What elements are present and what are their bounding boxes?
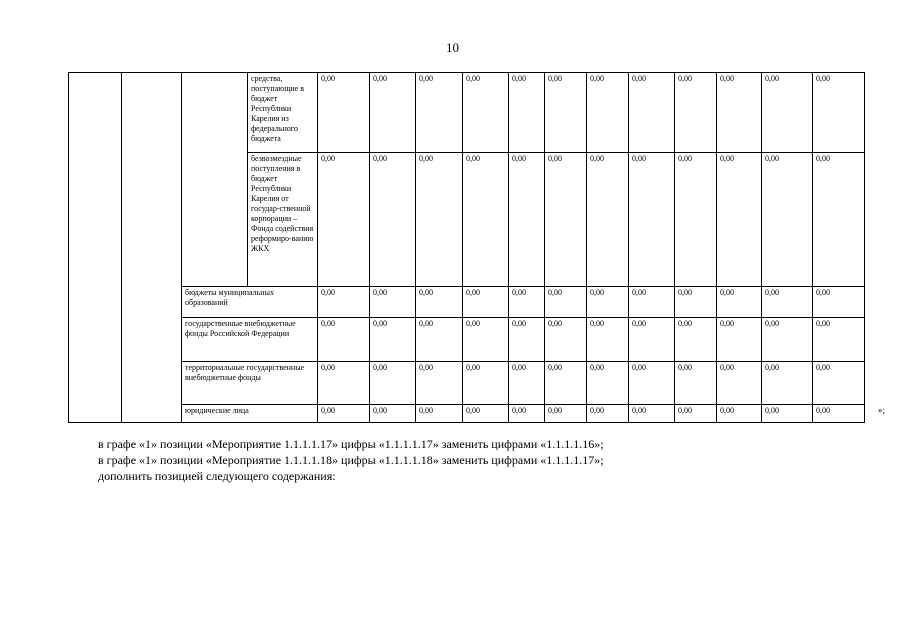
value-cell: 0,00: [629, 287, 675, 318]
value-cell: 0,00: [762, 153, 813, 287]
cell-col2: [122, 73, 182, 423]
value-cell: 0,00: [509, 287, 545, 318]
value-cell: 0,00: [416, 405, 463, 423]
value-cell: 0,00: [587, 362, 629, 405]
value-cell: 0,00: [370, 287, 416, 318]
value-cell: 0,00: [463, 362, 509, 405]
value-cell: 0,00: [675, 287, 717, 318]
value-cell: 0,00: [509, 153, 545, 287]
table-body: [69, 73, 865, 423]
value-cell: 0,00: [370, 153, 416, 287]
value-cell: 0,00: [675, 318, 717, 362]
value-cell: 0,00: [545, 362, 587, 405]
value-cell: 0,00: [587, 153, 629, 287]
table-row: [69, 318, 865, 362]
row-label: безвозмездные поступления в бюджет Республики Карелия от государ-ственной корпорации – Фонда содействия реформиро-ванию ЖКХ: [248, 153, 318, 287]
paragraph: в графе «1» позиции «Мероприятие 1.1.1.1.17» цифры «1.1.1.1.17» заменить цифрами «1.1.1.1.16»;: [98, 437, 604, 451]
value-cell: 0,00: [717, 405, 762, 423]
amendment-text: [98, 436, 888, 484]
value-cell: 0,00: [318, 362, 370, 405]
value-cell: 0,00: [370, 318, 416, 362]
value-cell: 0,00: [416, 287, 463, 318]
value-cell: 0,00: [587, 287, 629, 318]
value-cell: 0,00: [762, 405, 813, 423]
value-cell: 0,00: [629, 405, 675, 423]
value-cell: 0,00: [587, 318, 629, 362]
value-cell: 0,00: [762, 362, 813, 405]
value-cell: 0,00: [318, 318, 370, 362]
value-cell: 0,00: [370, 405, 416, 423]
row-label: юридические лица: [182, 405, 318, 423]
value-cell: 0,00: [509, 362, 545, 405]
closing-quote: »;: [878, 405, 886, 415]
paragraph: в графе «1» позиции «Мероприятие 1.1.1.1.18» цифры «1.1.1.1.18» заменить цифрами «1.1.1.1.17»;: [98, 453, 604, 467]
page-number: 10: [446, 40, 459, 55]
value-cell: 0,00: [629, 153, 675, 287]
value-cell: 0,00: [813, 153, 865, 287]
row-label: средства, поступающие в бюджет Республики Карелия из федерального бюджета: [248, 73, 318, 153]
table-row: [69, 287, 865, 318]
value-cell: 0,00: [318, 287, 370, 318]
value-cell: 0,00: [370, 362, 416, 405]
value-cell: 0,00: [675, 405, 717, 423]
budget-table: [68, 72, 865, 423]
value-cell: 0,00: [717, 73, 762, 153]
cell-col1: [69, 73, 122, 423]
value-cell: 0,00: [416, 73, 463, 153]
table-row: [69, 362, 865, 405]
row-label: территориальные государственные внебюджетные фонды: [182, 362, 318, 405]
table-row: [69, 73, 865, 153]
value-cell: 0,00: [509, 73, 545, 153]
cell-col3: [182, 73, 248, 287]
value-cell: 0,00: [463, 73, 509, 153]
value-cell: 0,00: [545, 73, 587, 153]
value-cell: 0,00: [762, 287, 813, 318]
value-cell: 0,00: [629, 318, 675, 362]
value-cell: 0,00: [629, 73, 675, 153]
value-cell: 0,00: [416, 362, 463, 405]
value-cell: 0,00: [762, 318, 813, 362]
value-cell: 0,00: [463, 405, 509, 423]
value-cell: 0,00: [545, 287, 587, 318]
row-label: государственные внебюджетные фонды Российской Федерации: [182, 318, 318, 362]
value-cell: 0,00: [587, 405, 629, 423]
value-cell: 0,00: [318, 405, 370, 423]
value-cell: 0,00: [463, 287, 509, 318]
value-cell: 0,00: [545, 405, 587, 423]
value-cell: 0,00: [675, 362, 717, 405]
value-cell: 0,00: [813, 362, 865, 405]
value-cell: 0,00: [813, 287, 865, 318]
value-cell: 0,00: [717, 153, 762, 287]
value-cell: 0,00: [416, 153, 463, 287]
value-cell: 0,00: [717, 362, 762, 405]
value-cell: 0,00: [675, 153, 717, 287]
value-cell: 0,00: [463, 318, 509, 362]
value-cell: 0,00: [717, 318, 762, 362]
value-cell: 0,00: [762, 73, 813, 153]
value-cell: 0,00: [813, 405, 865, 423]
paragraph: дополнить позицией следующего содержания:: [98, 469, 336, 483]
value-cell: 0,00: [416, 318, 463, 362]
value-cell: 0,00: [717, 287, 762, 318]
row-label: бюджеты муниципальных образований: [182, 287, 318, 318]
value-cell: 0,00: [587, 73, 629, 153]
value-cell: 0,00: [463, 153, 509, 287]
value-cell: 0,00: [370, 73, 416, 153]
table-row: [69, 405, 865, 423]
value-cell: 0,00: [545, 153, 587, 287]
value-cell: 0,00: [318, 153, 370, 287]
value-cell: 0,00: [509, 405, 545, 423]
value-cell: 0,00: [629, 362, 675, 405]
value-cell: 0,00: [545, 318, 587, 362]
value-cell: 0,00: [675, 73, 717, 153]
value-cell: 0,00: [318, 73, 370, 153]
value-cell: 0,00: [813, 318, 865, 362]
value-cell: 0,00: [813, 73, 865, 153]
value-cell: 0,00: [509, 318, 545, 362]
